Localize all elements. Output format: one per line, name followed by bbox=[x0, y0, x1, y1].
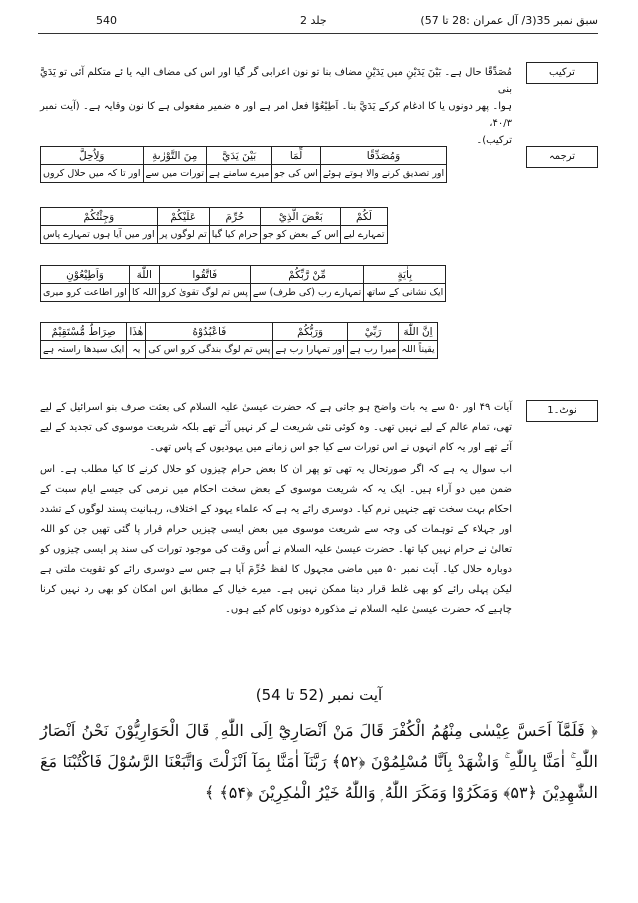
urdu-meaning: ایک نشانی کے ساتھ bbox=[364, 284, 446, 302]
urdu-meaning: اور میں آیا ہوں تمہارے پاس bbox=[41, 226, 158, 244]
arabic-word: وَرَبُّكُمْ bbox=[273, 323, 347, 341]
volume-label: جلد 2 bbox=[300, 14, 327, 27]
arabic-word: لِّمَا bbox=[272, 147, 321, 165]
urdu-meaning: اس کی جو bbox=[272, 165, 321, 183]
urdu-meaning: اور اطاعت کرو میری bbox=[41, 284, 130, 302]
note-body bbox=[40, 398, 512, 622]
arabic-word: مِنَ التَّوْرٰىةِ bbox=[143, 147, 206, 165]
urdu-meaning: اور تا کہ میں حلال کروں bbox=[41, 165, 144, 183]
urdu-meaning: تمہارے رب (کی طرف) سے bbox=[250, 284, 363, 302]
urdu-meaning: اس کے بعض کو جو bbox=[260, 226, 340, 244]
page-number: 540 bbox=[96, 14, 117, 27]
urdu-meaning: اور تصدیق کرنے والا ہوتے ہوئے bbox=[320, 165, 446, 183]
arabic-row bbox=[41, 147, 447, 165]
arabic-word: اِنَّ اللّٰهَ bbox=[399, 323, 437, 341]
ayah-heading: آیت نمبر (52 تا 54) bbox=[255, 686, 383, 704]
tarkeeb-text bbox=[40, 64, 512, 149]
arabic-word: بَعْضَ الَّذِيْ bbox=[260, 208, 340, 226]
urdu-meaning: پس تم لوگ تقویٰ کرو bbox=[159, 284, 250, 302]
arabic-word: حُرِّمَ bbox=[209, 208, 260, 226]
urdu-meaning: اور تمہارا رب ہے bbox=[273, 341, 347, 359]
arabic-row bbox=[41, 208, 388, 226]
arabic-word: بَيْنَ يَدَيَّ bbox=[207, 147, 272, 165]
note-label: نوٹ۔1 bbox=[526, 400, 598, 422]
urdu-meaning: میرا رب ہے bbox=[347, 341, 399, 359]
arabic-word: وَمُصَدِّقًا bbox=[320, 147, 446, 165]
urdu-meaning: حرام کیا گیا bbox=[209, 226, 260, 244]
tarkeeb-line: ترکیب)۔ bbox=[476, 135, 512, 146]
urdu-row bbox=[41, 226, 388, 244]
note-paragraph: اب سوال یہ ہے کہ اگر صورتحال یہ تھی تو پھر ان کا بعض حرام چیزوں کو حلال کرنے کا کیا مطلب ہے۔ اس ضمن میں دو آراء ہیں۔ ایک یہ کہ شریعت موسوی کے بعض سخت احکام میں نرمی کی جیسے ایام سبت کے احکام بہت سخت تھے جنہیں نرم کیا۔ دوسری رائے یہ ہے کہ علماء یہود کے اختلاف، رہبانیت پسند لوگوں کے تشدد اور جہلاء کے توہمات کی وجہ سے شریعت موسوی میں بعض ایسی چیزیں حرام قرار پا گئی تھیں جن کو اللہ تعالیٰ نے حرام نہیں کیا تھا۔ حضرت عیسیٰ علیہ السلام نے اُس وقت کی موجود تورات کی سند پر ایسی چیزوں کو دوبارہ حلال کیا۔ آیت نمبر ۵۰ میں ماضی مجہول کا لفظ حُرِّمَ آیا ہے جس سے دوسری رائے کو تقویت ملتی ہے لیکن پہلی رائے کو بھی غلط قرار دینا ممکن نہیں ہے۔ میرے خیال کے مطابق اس امکان کو بھی رد نہیں کرنا چاہیے کہ حضرت عیسیٰ علیہ السلام نے مذکورہ دونوں کام کیے ہوں۔ bbox=[40, 464, 512, 615]
urdu-meaning: اللہ کا bbox=[129, 284, 159, 302]
arabic-word: لَكُمْ bbox=[341, 208, 387, 226]
tarkeeb-line: ہوا۔ پھر دونوں یا کا ادغام کرکے يَدَيَّ بنا۔ اَطِيْعُوْا فعل امر ہے اور ہ ضمیر مفعولی ہے کا نون وقایہ ہے۔ (آیت نمبر ۴۰/۳، bbox=[40, 101, 512, 129]
arabic-word: وَلِاُحِلَّ bbox=[41, 147, 144, 165]
urdu-meaning: ایک سیدھا راستہ ہے bbox=[41, 341, 127, 359]
arabic-word: وَاَطِيْعُوْنِ bbox=[41, 266, 130, 284]
arabic-word: بِاٰيَةٍ bbox=[364, 266, 446, 284]
tarjuma-label: ترجمہ bbox=[526, 146, 598, 168]
arabic-word: عَلَيْكُمْ bbox=[157, 208, 209, 226]
arabic-row bbox=[41, 323, 438, 341]
urdu-row bbox=[41, 165, 447, 183]
translation-table-2 bbox=[40, 207, 388, 244]
urdu-meaning: پس تم لوگ بندگی کرو اس کی bbox=[146, 341, 273, 359]
arabic-word: فَاتَّقُوا bbox=[159, 266, 250, 284]
arabic-row bbox=[41, 266, 446, 284]
urdu-row bbox=[41, 284, 446, 302]
lesson-heading: سبق نمبر 35(3/ آل عمران :28 تا 57) bbox=[420, 14, 598, 27]
arabic-word: فَاعْبُدُوْهُ bbox=[146, 323, 273, 341]
arabic-word: هٰذَا bbox=[127, 323, 146, 341]
arabic-word: اللّٰهَ bbox=[129, 266, 159, 284]
arabic-word: مِّنْ رَّبِّكُمْ bbox=[250, 266, 363, 284]
tarkeeb-label: ترکیب bbox=[526, 62, 598, 84]
tarkeeb-line: مُصَدِّقًا حال ہے۔ بَيْنَ يَدَيْنِ میں يَدَيْنِ مضاف بنا تو نون اعرابی گر گیا اور اس کی مضاف الیہ یا ئے متکلم آئی تو يَدَيَّ بنی bbox=[40, 67, 512, 95]
urdu-row bbox=[41, 341, 438, 359]
quran-text: ﴿ فَلَمَّآ اَحَسَّ عِيْسٰى مِنْهُمُ الْكُفْرَ قَالَ مَنْ اَنْصَارِيْٓ اِلَى اللّٰهِ ۭ قَالَ الْحَوَارِيُّوْنَ نَحْنُ اَنْصَارُ اللّٰهِ ۚ اٰمَنَّا بِاللّٰهِ ۚ وَاشْهَدْ بِاَنَّا مُسْلِمُوْنَ ﴿۵۲﴾ رَبَّنَآ اٰمَنَّا بِمَآ اَنْزَلْتَ وَاتَّبَعْنَا الرَّسُوْلَ فَاكْتُبْنَا مَعَ الشّٰهِدِيْنَ ﴿۵۳﴾ وَمَكَرُوْا وَمَكَرَ اللّٰهُ ۭ وَاللّٰهُ خَيْرُ الْمٰكِرِيْنَ ﴿۵۴﴾ ﴾ bbox=[40, 721, 598, 802]
arabic-word: رَبِّيْ bbox=[347, 323, 399, 341]
translation-table-4 bbox=[40, 322, 438, 359]
urdu-meaning: یہ bbox=[127, 341, 146, 359]
urdu-meaning: میرے سامنے ہے bbox=[207, 165, 272, 183]
header-divider bbox=[38, 33, 598, 34]
urdu-meaning: یقیناً اللہ bbox=[399, 341, 437, 359]
arabic-word: وَجِئْتُكُمْ bbox=[41, 208, 158, 226]
arabic-word: صِرَاطٌ مُّسْتَقِيْمٌ bbox=[41, 323, 127, 341]
urdu-meaning: تورات میں سے bbox=[143, 165, 206, 183]
note-paragraph: آیات ۴۹ اور ۵۰ سے یہ بات واضح ہو جاتی ہے کہ حضرت عیسیٰ علیہ السلام کی بعثت صرف بنو اسرائیل کے لیے تھی، تمام عالم کے لیے نہیں تھی۔ وہ کوئی نئی شریعت لے کر نہیں آئے تھے بلکہ شریعت موسوی کی تجدید کے لیے آئے تھے اور یہ کام انہوں نے اس تورات سے کیا جو اس زمانے میں یہودیوں کے پاس تھی۔ bbox=[40, 402, 513, 453]
urdu-meaning: تم لوگوں پر bbox=[157, 226, 209, 244]
translation-table-1 bbox=[40, 146, 447, 183]
urdu-meaning: تمہارے لیے bbox=[341, 226, 387, 244]
translation-table-3 bbox=[40, 265, 446, 302]
